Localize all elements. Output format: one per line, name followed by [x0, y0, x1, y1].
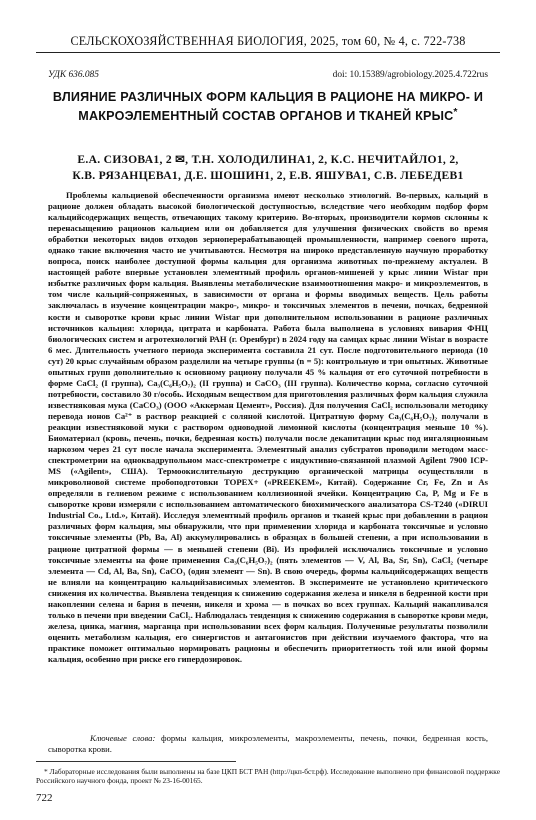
keywords	[48, 733, 488, 755]
abstract	[48, 190, 488, 665]
title-footnote-mark: *	[453, 106, 458, 118]
author-line-1: Е.А. СИЗОВА1, 2 ✉, Т.Н. ХОЛОДИЛИНА1, 2, К.С. НЕЧИТАЙЛО1, 2,	[77, 153, 459, 166]
abstract-text: Проблемы кальциевой обеспеченности организма имеют несколько этиологий. Во-первых, кальций в рационе должен обладать высокой биологической доступностью, вследствие чего необходим подбор форм кальцийсодержащих веществ, отвечающих такому критерию. Во-вторых, производители кормов склонны к перенасыщению рационов кальцием или он добавляется для улучшения физических свойств во время обработки некоторых видов отходов зерноперерабатывающей промышленности, например соевого шрота, однако такие включения часто не учитываются. Несмотря на широко представленную научную проработку вопроса, поиск наиболее доступной формы кальция для организма животных по-прежнему актуален. В настоящей работе впервые установлен элементный профиль органов-мишеней у крыс линии Wistar при избытке различных форм кальция. Выявлены метаболические взаимоотношения макро- и микроэлементов, в том числе кальций-сопряженных, в зависимости от органа и формы вводимых веществ. Цель работы заключалась в изучение концентрации макро-, микро- и токсичных элементов в печени, почках, бедренной кости и сыворотке крови крыс линии Wistar при дополнительном использовании в рационе различных источников кальция: хлорида, цитрата и карбоната. Работа была выполнена в условиях вивария ФНЦ биологических систем и агротехнологий РАН (г. Оренбург) в 2024 году на самцах крыс линии Wistar в возрасте 6 мес. Длительность учетного периода эксперимента составила 21 сут. После подготовительного периода (10 сут) 20 крыс случайным образом разделили на четыре группы (n = 5): контрольную и три опытных. Животные опытных групп дополнительно к основному рациону получали 45 % кальция от его суточной потребности в форме CaCl₂ (I группа), Ca₃(C₆H₅O₇)₂ (II группа) и CaCO₃ (III группа). Количество корма, согласно суточной потребности, составило 30 г/особь. Исходным веществом для приготовления различных форм кальция служила известняковая мука (CaCO₃) (ООО «Аккерман Цемент», Россия). Для получения CaCl₂ использовали методику перевода ионов Ca²⁺ в раствор реакцией с соляной кислотой. Цитратную форму Ca₃(C₆H₅O₇)₂ получали в реакции известняковой муки с раствором одноводной лимонной кислоты (концентрация меньше 10 %). Биоматериал (кровь, печень, почки, бедренная кость) получали после декапитации крыс под ингаляционным наркозом через 21 сут после начала эксперимента. Элементный анализ субстратов проводили методом масс-спектрометрии на одноквадрупольном масс-спектрометре с индуктивно-связанной плазмой Agilent 7900 ICP-MS («Agilent», США). Термоокислительную деструкцию органической матрицы осуществляли в микроволновой системе пробоподготовки TOPEX+ («PREEKEM», Китай). Содержание Cr, Fe, Zn и As определяли в гелиевом режиме с использованием коллизионной ячейки. Концентрацию Ca, P, Mg и Fe в сыворотке крови измеряли с использованием автоматического биохимического анализатора CS-T240 («DIRUI Industrial Co., Ltd.», Китай). Исследуя элементный профиль органов и тканей крыс при добавлении в рацион различных форм кальция, мы обнаружили, что при применении хлорида и карбоната токсичные и условно токсичные элементы (Pb, Ba, Al) аккумулировались в образцах в большей степени, а при использовании в рационе цитратной формы — в меньшей степени (Bi). Из профилей исключались токсичные и условно токсичные элементы на фоне применения Ca₃(C₆H₅O₇)₂ (пять элементов — V, Al, Ba, Sr, Sn), CaCl₂ (четыре элемента — Cd, Al, Ba, Sn), CaCO₃ (один элемент — Sn). В свою очередь, формы кальцийсодержащих веществ не влияли на концентрацию кальцийзависимых элементов. В эксперименте не установлено критического снижения их количества. Выявлена тенденция к снижению содержания железа и никеля в бедренной кости при накоплении селена и бария в печени, никеля и хрома — в почках во всех группах. Кальций накапливался только в печени при введении CaCl₂. Наблюдалась тенденция к снижению содержания в сыворотке крови меди, железа, цинка, магния, марганца при использовании всех форм кальция. Полученные результаты позволили оценить метаболизм кальция, его синергистов и антагонистов при действии изучаемого фактора, что на практике поможет оптимально нормировать рационы и обеспечить приоритетность той или иной формы кальция, особенно при риске его гипердозировок.	[48, 190, 488, 664]
footnote-rule	[36, 761, 236, 762]
keywords-text: формы кальция, микроэлементы, макроэлементы, печень, почки, бедренная кость, сыворотка крови.	[48, 733, 488, 755]
doi-link[interactable]: doi: 10.15389/agrobiology.2025.4.722rus	[332, 70, 488, 80]
article-title-text: ВЛИЯНИЕ РАЗЛИЧНЫХ ФОРМ КАЛЬЦИЯ В РАЦИОНЕ НА МИКРО- И МАКРОЭЛЕМЕНТНЫЙ СОСТАВ ОРГАНОВ И ТКАНЕЙ КРЫС	[52, 90, 484, 124]
keywords-label: Ключевые слова:	[90, 733, 156, 743]
running-head: СЕЛЬСКОХОЗЯЙСТВЕННАЯ БИОЛОГИЯ, 2025, том 60, № 4, с. 722-738	[70, 34, 466, 48]
header-rule	[36, 52, 500, 53]
udc-code: УДК 636.085	[48, 70, 99, 80]
page-number: 722	[36, 792, 53, 804]
footnote	[36, 767, 500, 786]
author-line-2: К.В. РЯЗАНЦЕВА1, Д.Е. ШОШИН1, 2, Е.В. ЯШУВА1, С.В. ЛЕБЕДЕВ1	[72, 168, 464, 182]
article-title	[50, 90, 486, 124]
footnote-text: * Лабораторные исследования были выполнены на базе ЦКП БСТ РАН (http://цкп-бст.рф). Исследование выполнено при финансовой поддержке Российского научного фонда, проект № 23-16-00165.	[36, 767, 500, 786]
author-list	[50, 152, 486, 183]
